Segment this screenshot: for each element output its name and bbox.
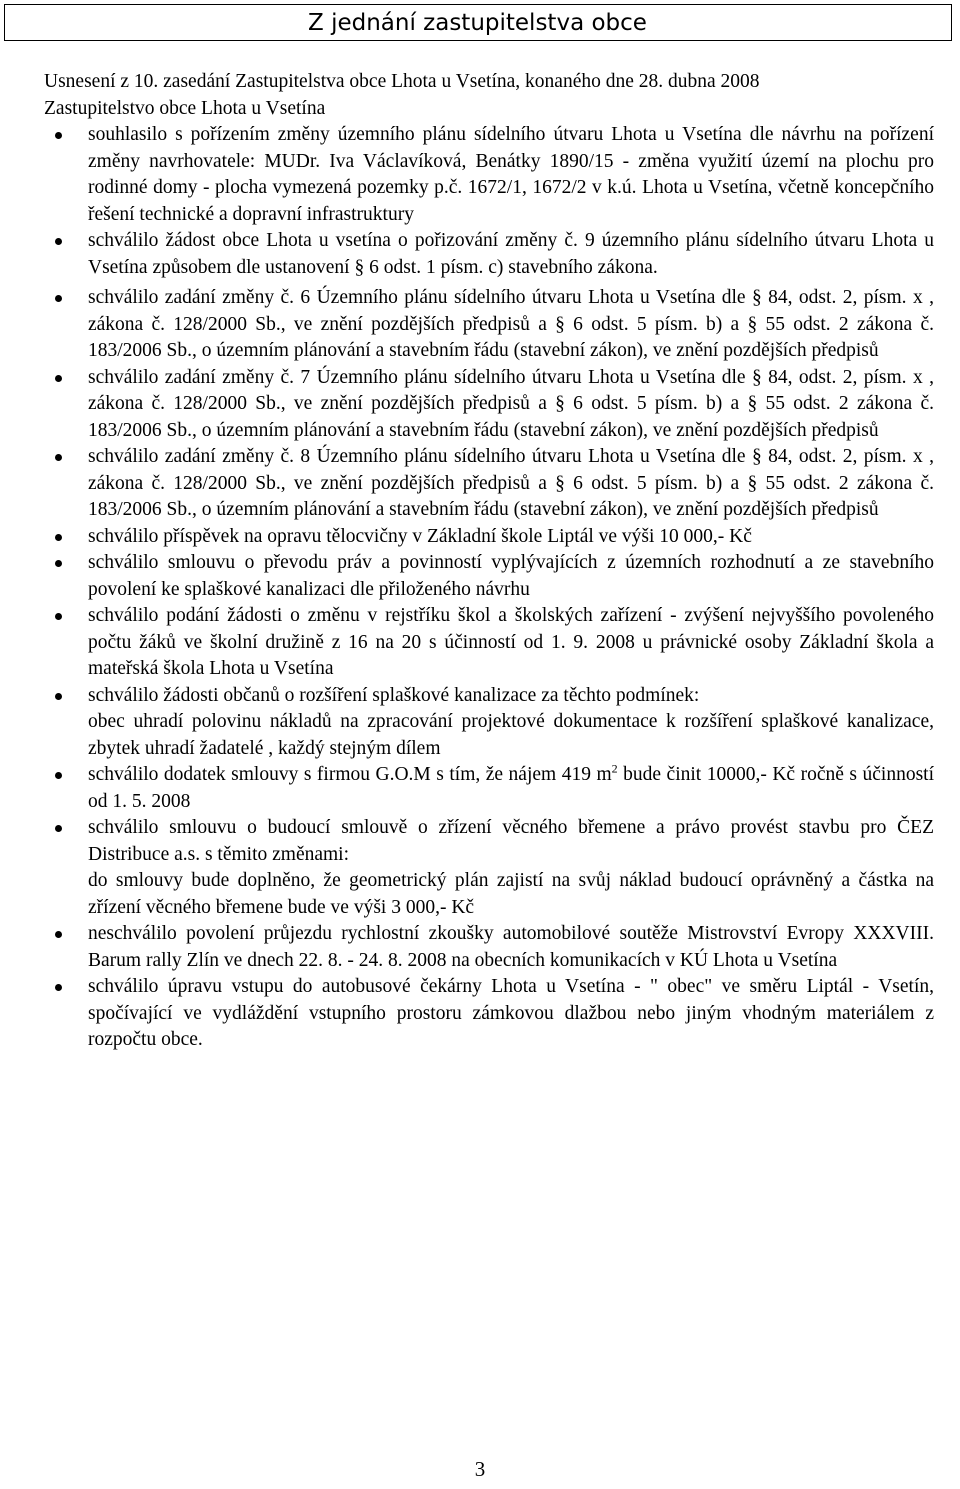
item-text: schválilo žádosti občanů o rozšíření splaškové kanalizace za těchto podmínek:	[88, 684, 700, 706]
item-text: neschválilo povolení průjezdu rychlostní zkoušky automobilové soutěže Mistrovství Evropy XXXVIII. Barum rally Zlín ve dnech 22. 8. - 24. 8. 2008 na obecních komunikacích v KÚ Lhota u Vsetína	[88, 923, 934, 971]
item-text: schválilo úpravu vstupu do autobusové čekárny Lhota u Vsetína - " obec" ve směru Liptál - Vsetín, spočívající ve vydláždění vstupního prostoru zámkovou dlažbou nebo jiným vhodným materiálem z rozpočtu obce.	[88, 976, 934, 1050]
intro	[44, 68, 934, 122]
list-item	[88, 815, 934, 921]
item-text: schválilo zadání změny č. 7 Územního plánu sídelního útvaru Lhota u Vsetína dle § 84, odst. 2, písm. x , zákona č. 128/2000 Sb., ve znění pozdějších předpisů a § 6 odst. 5 písm. b) a § 55 odst. 2 zákona č. 183/2006 Sb., o územním plánování a stavebním řádu (stavební zákon), ve znění pozdějších předpisů	[88, 366, 934, 441]
list-item	[88, 762, 934, 815]
list-item	[88, 365, 934, 445]
item-text: schválilo zadání změny č. 6 Územního plánu sídelního útvaru Lhota u Vsetína dle § 84, odst. 2, písm. x , zákona č. 128/2000 Sb., ve znění pozdějších předpisů a § 6 odst. 5 písm. b) a § 55 odst. 2 zákona č. 183/2006 Sb., o územním plánování a stavebním řádu (stavební zákon), ve znění pozdějších předpisů	[88, 287, 934, 361]
list-item	[88, 228, 934, 281]
list-item	[88, 444, 934, 524]
superscript: 2	[611, 761, 618, 776]
page-number: 3	[474, 1457, 486, 1481]
item-text: schválilo žádost obce Lhota u vsetína o pořizování změny č. 9 územního plánu sídelního útvaru Lhota u Vsetína způsobem dle ustanovení § 6 odst. 1 písm. c) stavebního zákona.	[88, 230, 934, 278]
item-text: schválilo podání žádosti o změnu v rejstříku škol a školských zařízení - zvýšení nejvyššího povoleného počtu žáků ve školní družině z 16 na 20 s účinností od 1. 9. 2008 u právnické osoby Základní škola a mateřská škola Lhota u Vsetína	[88, 605, 934, 679]
item-text-part: schválilo dodatek smlouvy s firmou G.O.M s tím, že nájem 419 m	[88, 764, 612, 785]
list-item	[88, 524, 934, 551]
item-text: schválilo zadání změny č. 8 Územního plánu sídelního útvaru Lhota u Vsetína dle § 84, odst. 2, písm. x , zákona č. 128/2000 Sb., ve znění pozdějších předpisů a § 6 odst. 5 písm. b) a § 55 odst. 2 zákona č. 183/2006 Sb., o územním plánování a stavebním řádu (stavební zákon), ve znění pozdějších předpisů	[88, 446, 934, 520]
item-text: schválilo příspěvek na opravu tělocvičny v Základní škole Liptál ve výši 10 000,- Kč	[88, 525, 752, 547]
resolution-heading: Usnesení z 10. zasedání Zastupitelstva obce Lhota u Vsetína, konaného dne 28. dubna 2008	[44, 71, 760, 92]
list-item	[88, 921, 934, 974]
item-text: schválilo smlouvu o převodu práv a povinností vyplývajících z územních rozhodnutí a ze stavebního povolení ke splaškové kanalizaci dle přiloženého návrhu	[88, 552, 934, 600]
item-text: schválilo smlouvu o budoucí smlouvě o zřízení věcného břemene a právo provést stavbu pro ČEZ Distribuce a.s. s těmito změnami:	[88, 817, 934, 865]
list-item	[88, 550, 934, 603]
item-condition-text: do smlouvy bude doplněno, že geometrický plán zajistí na svůj náklad budoucí oprávněný a částka na zřízení věcného břemene bude ve výši 3 000,- Kč	[88, 870, 934, 918]
list-item	[88, 122, 934, 228]
council-line: Zastupitelstvo obce Lhota u Vsetína	[44, 98, 326, 119]
list-item	[88, 683, 934, 763]
list-item	[88, 974, 934, 1054]
resolution-list	[88, 122, 934, 1054]
item-text: souhlasilo s pořízením změny územního plánu sídelního útvaru Lhota u Vsetína dle návrhu na pořízení změny navrhovatele: MUDr. Iva Václavíková, Benátky 1890/15 - změna využití území na plochu pro rodinné domy - plocha vymezená pozemky p.č. 1672/1, 1672/2 v k.ú. Lhota u Vsetína, včetně koncepčního řešení technické a dopravní infrastruktury	[88, 124, 934, 225]
page-title: Z jednání zastupitelstva obce	[308, 10, 647, 36]
list-item	[88, 603, 934, 683]
list-item	[88, 285, 934, 365]
title-box	[4, 4, 952, 41]
item-condition-text: obec uhradí polovinu nákladů na zpracování projektové dokumentace k rozšíření splaškové kanalizace, zbytek uhradí žadatelé , každý stejným dílem	[88, 711, 934, 759]
item-text-part: bude činit 10000,- Kč ročně s účinností od 1. 5. 2008	[88, 764, 934, 812]
